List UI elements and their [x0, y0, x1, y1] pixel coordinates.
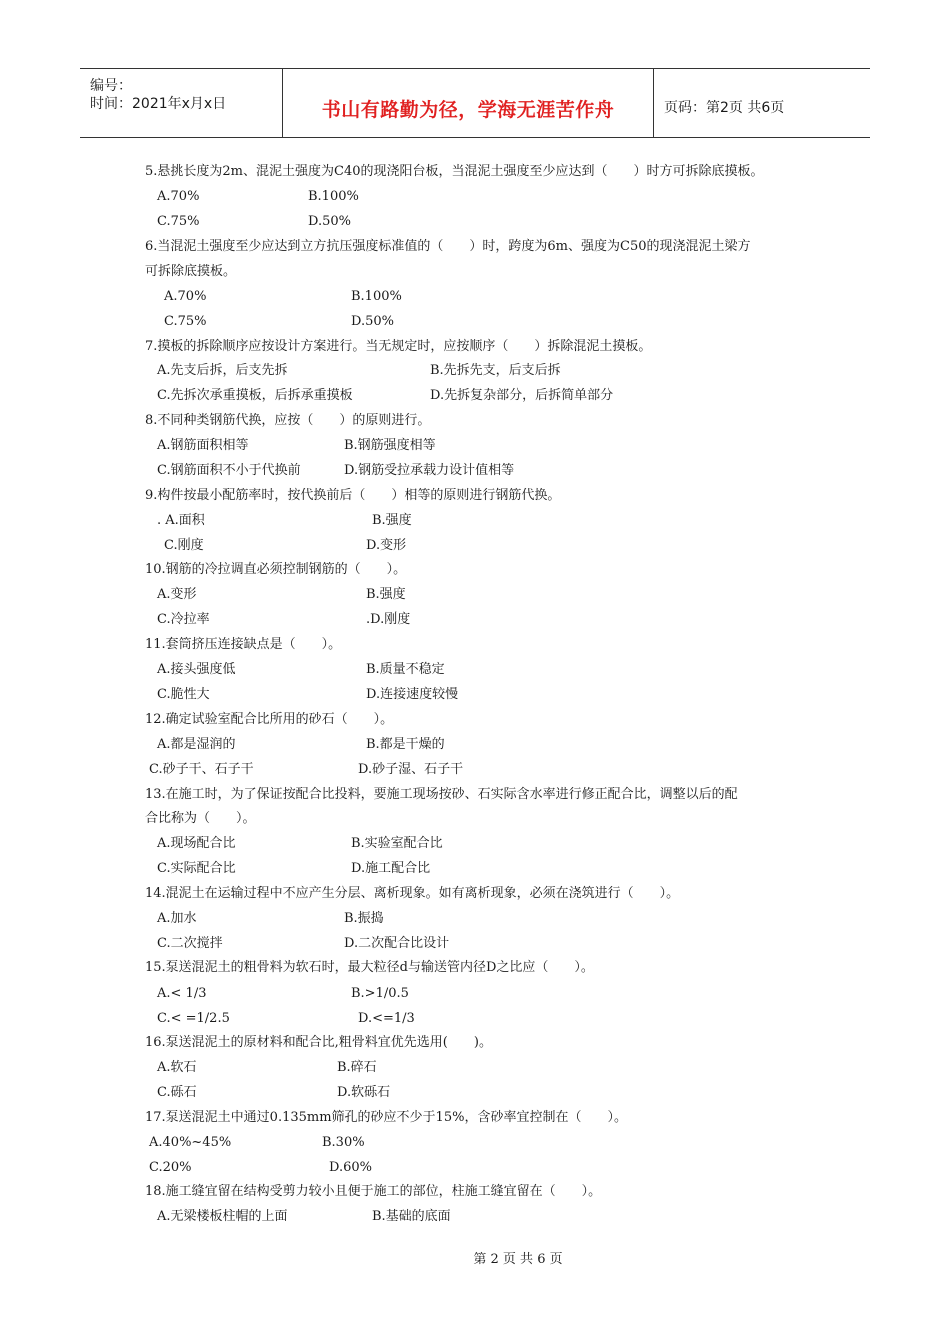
question-stem-cont: 可拆除底摸板。 — [145, 264, 237, 279]
option: A.变形 — [157, 587, 197, 602]
option: A.40%~45% — [149, 1135, 232, 1150]
option: B.钢筋强度相等 — [344, 438, 436, 453]
date-line: 时间：2021年x月x日 — [90, 96, 227, 112]
option: D.连接速度较慢 — [366, 687, 459, 702]
page-footer: 第 2 页 共 6 页 — [473, 1252, 563, 1267]
option: C.20% — [149, 1160, 192, 1175]
option: C.二次搅拌 — [157, 936, 223, 951]
question-stem: 14.混泥土在运输过程中不应产生分层、离析现象。如有离析现象，必须在浇筑进行（ ）。 — [145, 886, 680, 901]
option: D.60% — [329, 1160, 372, 1175]
option: C.砾石 — [157, 1085, 197, 1100]
option: D.50% — [308, 214, 351, 229]
option: D.先拆复杂部分，后拆简单部分 — [430, 388, 614, 403]
option: B.质量不稳定 — [366, 662, 445, 677]
option: D.<=1/3 — [358, 1011, 415, 1026]
option: C.钢筋面积不小于代换前 — [157, 463, 301, 478]
question-stem: 11.套筒挤压连接缺点是（ ）。 — [145, 637, 342, 652]
option: C.冷拉率 — [157, 612, 210, 627]
question-stem: 12.确定试验室配合比所用的砂石（ ）。 — [145, 712, 394, 727]
motto: 书山有路勤为径，学海无涯苦作舟 — [321, 99, 615, 121]
option: . A.面积 — [157, 513, 205, 528]
option: B.100% — [351, 289, 402, 304]
question-stem: 6.当混泥土强度至少应达到立方抗压强度标准值的（ ）时，跨度为6m、强度为C50的现浇混泥土梁方 — [145, 239, 751, 254]
option: B.振捣 — [344, 911, 384, 926]
option: C.刚度 — [164, 538, 204, 553]
option: B.先拆先支，后支后拆 — [430, 363, 561, 378]
option: A.钢筋面积相等 — [157, 438, 249, 453]
question-stem: 8.不同种类钢筋代换，应按（ ）的原则进行。 — [145, 413, 431, 428]
question-stem: 16.泵送混泥土的原材料和配合比,粗骨料宜优先选用( )。 — [145, 1035, 492, 1050]
option: .D.刚度 — [366, 612, 411, 627]
option: C.先拆次承重摸板，后拆承重摸板 — [157, 388, 353, 403]
option: D.50% — [351, 314, 394, 329]
option: C.脆性大 — [157, 687, 210, 702]
option: A.软石 — [157, 1060, 197, 1075]
option: B.碎石 — [337, 1060, 377, 1075]
option: B.强度 — [372, 513, 412, 528]
option: C.75% — [164, 314, 207, 329]
option: A.70% — [164, 289, 207, 304]
option: A.70% — [157, 189, 200, 204]
option: C.砂子干、石子干 — [149, 762, 254, 777]
option: B.基础的底面 — [372, 1209, 451, 1224]
serial-label: 编号： — [90, 78, 132, 94]
question-stem: 13.在施工时，为了保证按配合比投料，要施工现场按砂、石实际含水率进行修正配合比，调整以后的配 — [145, 787, 738, 802]
question-stem: 15.泵送混泥土的粗骨料为软石时，最大粒径d与输送管内径D之比应（ ）。 — [145, 960, 594, 975]
option: D.软砾石 — [337, 1085, 391, 1100]
option: C.< =1/2.5 — [157, 1011, 230, 1026]
option: A.先支后拆，后支先拆 — [157, 363, 288, 378]
option: C.75% — [157, 214, 200, 229]
option: B.100% — [308, 189, 359, 204]
option: A.接头强度低 — [157, 662, 236, 677]
question-stem: 5.悬挑长度为2m、混泥土强度为C40的现浇阳台板，当混泥土强度至少应达到（ ）时方可拆除底摸板。 — [145, 164, 764, 179]
option: B.强度 — [366, 587, 406, 602]
question-stem: 17.泵送混泥土中通过0.135mm筛孔的砂应不少于15%，含砂率宜控制在（ ）。 — [145, 1110, 627, 1125]
question-stem: 9.构件按最小配筋率时，按代换前后（ ）相等的原则进行钢筋代换。 — [145, 488, 561, 503]
option: A.现场配合比 — [157, 836, 236, 851]
option: C.实际配合比 — [157, 861, 236, 876]
page-code: 页码：第2页 共6页 — [664, 100, 785, 116]
option: B.都是干燥的 — [366, 737, 445, 752]
question-stem: 7.摸板的拆除顺序应按设计方案进行。当无规定时，应按顺序（ ）拆除混泥土摸板。 — [145, 339, 652, 354]
question-stem: 18.施工缝宜留在结构受剪力较小且便于施工的部位，柱施工缝宜留在（ ）。 — [145, 1184, 602, 1199]
option: D.变形 — [366, 538, 407, 553]
option: A.都是湿润的 — [157, 737, 236, 752]
option: A.< 1/3 — [157, 986, 207, 1001]
option: B.30% — [322, 1135, 365, 1150]
question-stem: 10.钢筋的冷拉调直必须控制钢筋的（ ）。 — [145, 562, 407, 577]
option: D.施工配合比 — [351, 861, 431, 876]
option: A.加水 — [157, 911, 197, 926]
option: D.砂子湿、石子干 — [358, 762, 464, 777]
option: A.无梁楼板柱帽的上面 — [157, 1209, 288, 1224]
option: B.实验室配合比 — [351, 836, 443, 851]
option: D.二次配合比设计 — [344, 936, 450, 951]
option: B.>1/0.5 — [351, 986, 409, 1001]
option: D.钢筋受拉承载力设计值相等 — [344, 463, 515, 478]
question-stem-cont: 合比称为（ ）。 — [145, 811, 256, 826]
